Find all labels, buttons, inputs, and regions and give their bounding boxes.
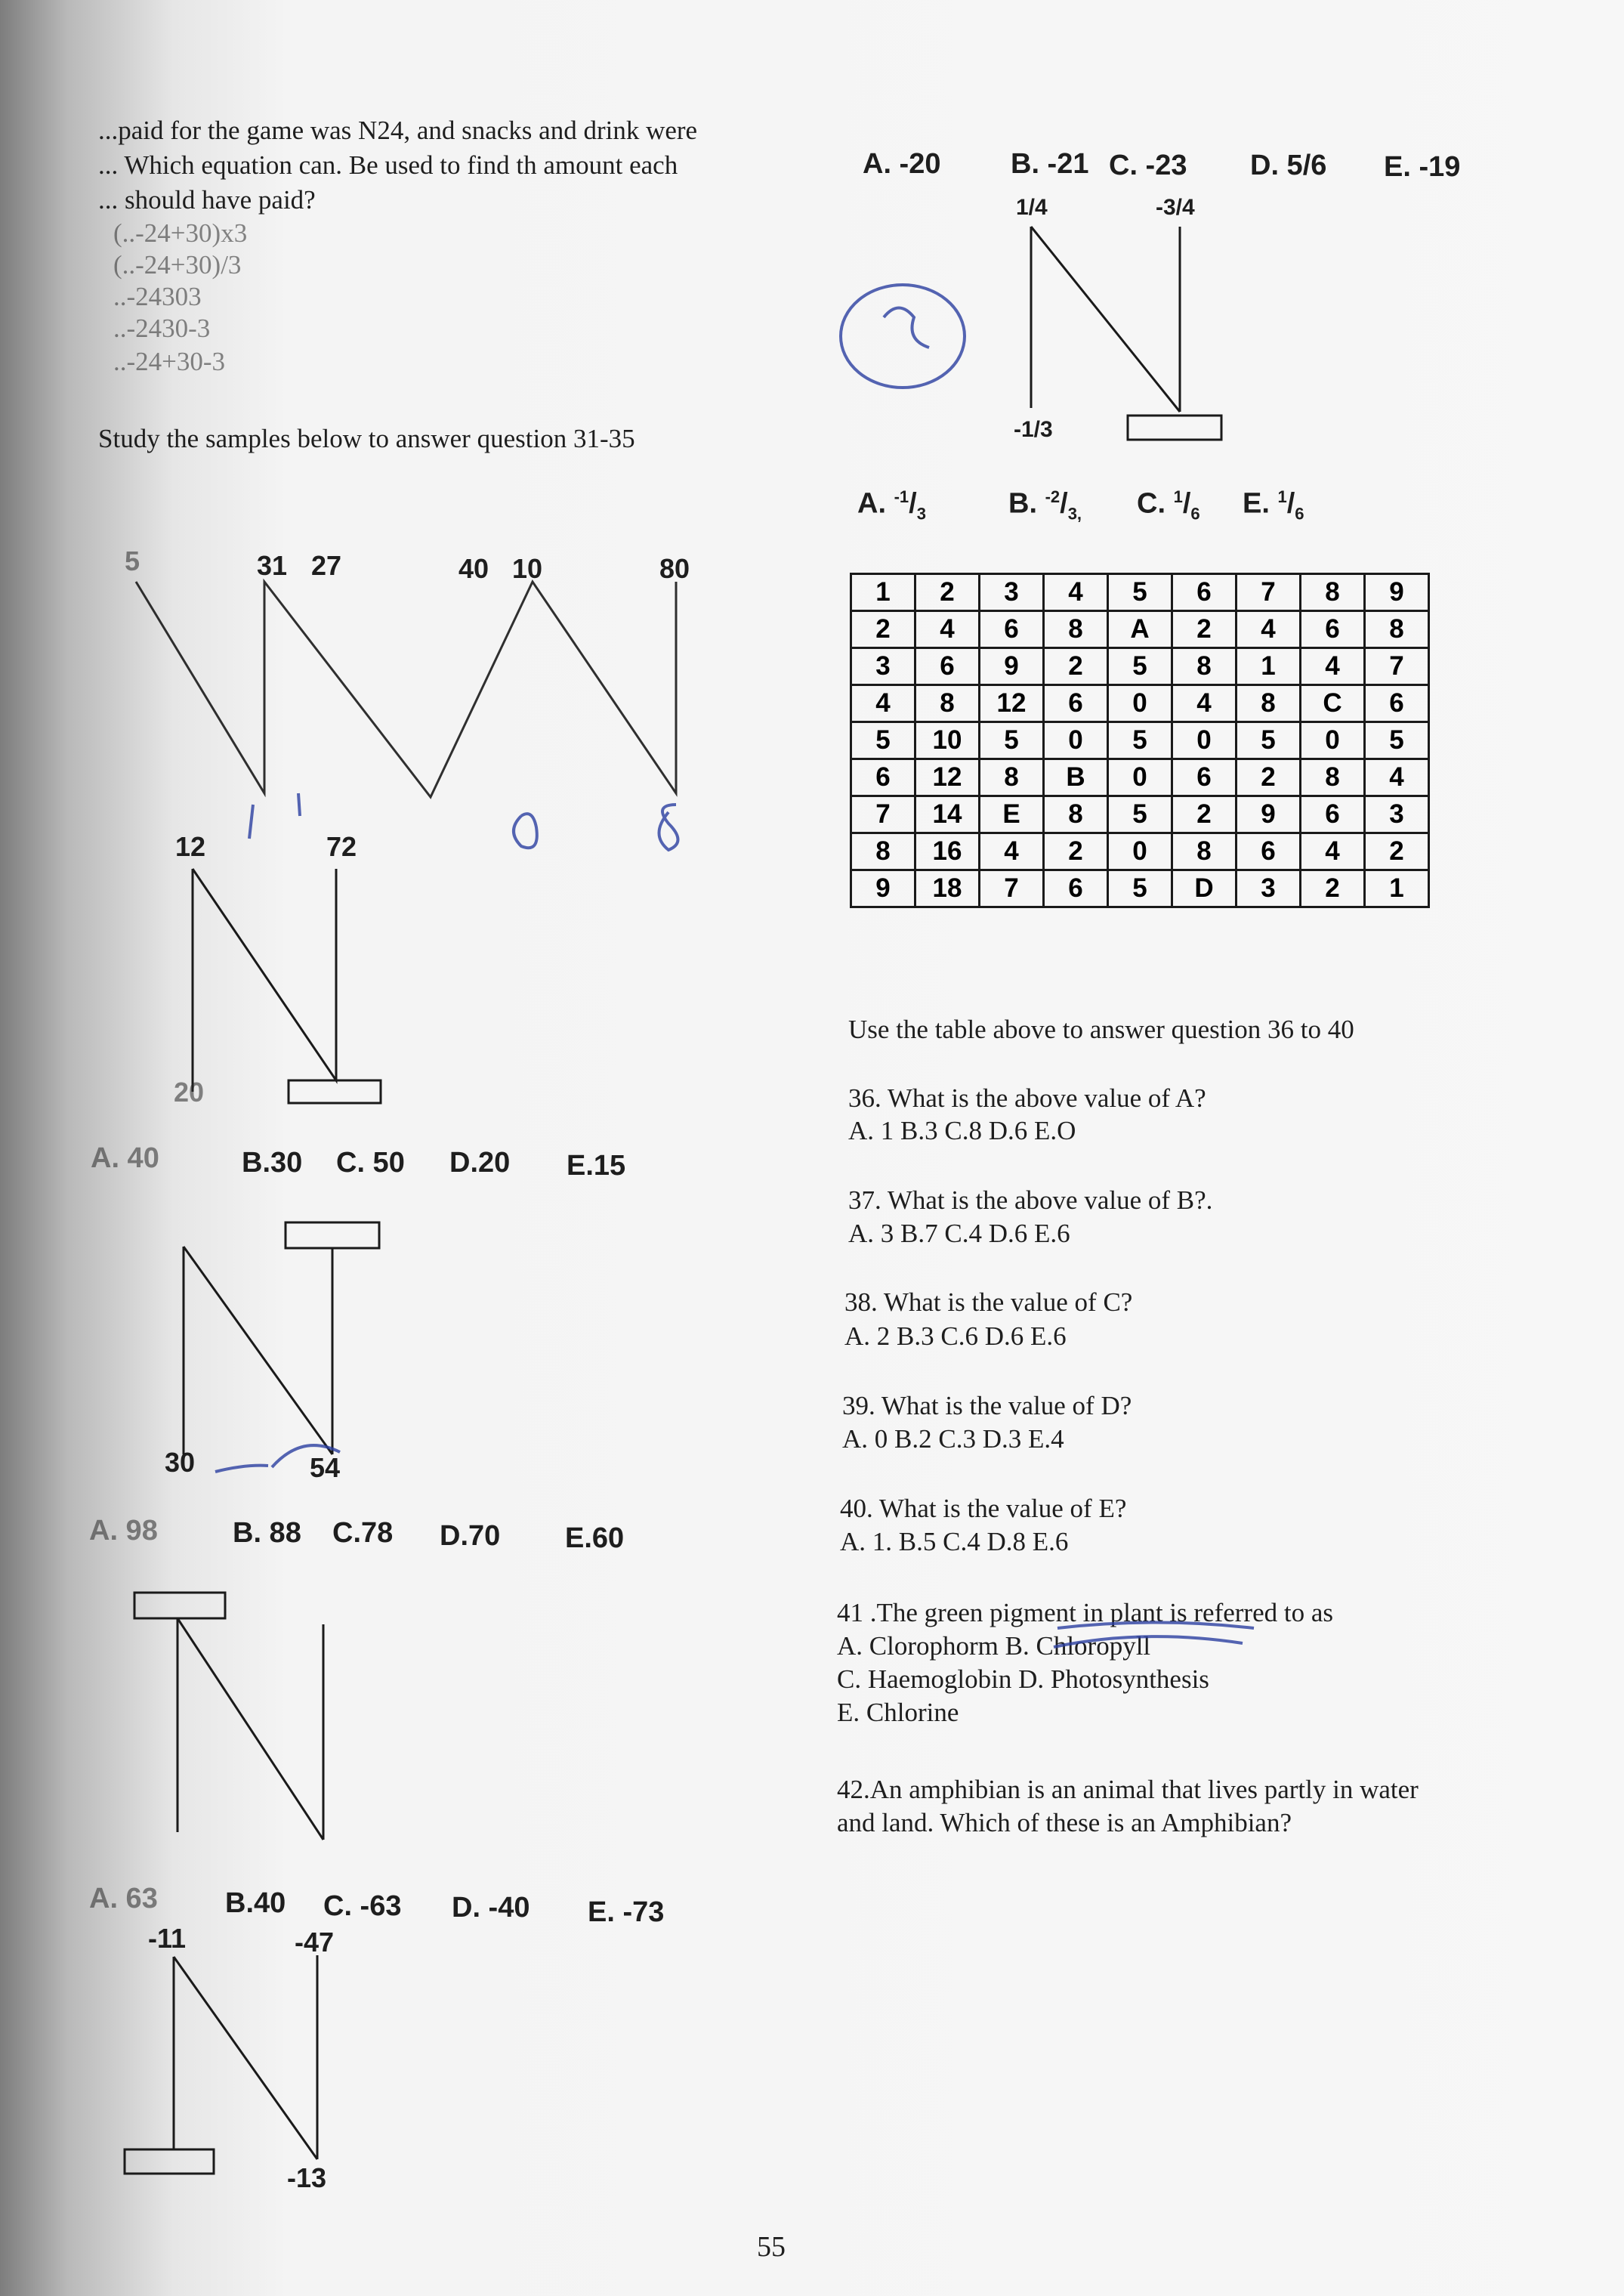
table-cell: 8 <box>1301 574 1365 611</box>
table-cell: 6 <box>915 648 980 685</box>
table-cell: 1 <box>851 574 915 611</box>
table-cell: 2 <box>1365 833 1429 870</box>
table-cell: 8 <box>851 833 915 870</box>
table-cell: 14 <box>915 796 980 833</box>
table-cell: 12 <box>980 685 1044 722</box>
table-cell: 4 <box>980 833 1044 870</box>
q33-opt-d: D. -40 <box>452 1892 530 1924</box>
q32-opt-e: E.60 <box>565 1522 625 1554</box>
d3-label-30: 30 <box>165 1447 196 1478</box>
q33-opt-b: B.40 <box>225 1887 286 1919</box>
table-cell: E <box>980 796 1044 833</box>
table-cell: 6 <box>980 611 1044 648</box>
q35-opt-b-num: -2 <box>1045 487 1061 506</box>
q40-text: 40. What is the value of E? <box>840 1494 1127 1523</box>
d1-label-10: 10 <box>512 553 543 584</box>
table-cell: 9 <box>1365 574 1429 611</box>
table-cell: 4 <box>1365 759 1429 796</box>
table-cell: C <box>1301 685 1365 722</box>
table-cell: 10 <box>915 722 980 759</box>
table-cell: 4 <box>915 611 980 648</box>
table-cell: 8 <box>1365 611 1429 648</box>
table-cell: 2 <box>1044 833 1108 870</box>
q32-opt-d: D.70 <box>440 1520 501 1552</box>
d1-label-80: 80 <box>659 553 690 584</box>
table-cell: 3 <box>851 648 915 685</box>
use-table-instruction: Use the table above to answer question 36 to 40 <box>848 1015 1354 1044</box>
q42-line-2: and land. Which of these is an Amphibian? <box>837 1808 1292 1837</box>
table-cell: 6 <box>1365 685 1429 722</box>
q31-opt-a: A. 40 <box>91 1142 159 1174</box>
table-cell: 1 <box>1237 648 1301 685</box>
table-cell: 6 <box>1172 759 1237 796</box>
q42-line-1: 42.An amphibian is an animal that lives partly in water <box>837 1775 1419 1804</box>
q41-line-3: E. Chlorine <box>837 1698 959 1727</box>
table-cell: 8 <box>915 685 980 722</box>
d3-label-54: 54 <box>310 1452 341 1483</box>
table-cell: 7 <box>1237 574 1301 611</box>
q31-opt-b: B.30 <box>242 1147 303 1179</box>
table-cell: 8 <box>980 759 1044 796</box>
table-cell: 5 <box>1108 796 1172 833</box>
table-cell: 6 <box>1237 833 1301 870</box>
table-cell: 12 <box>915 759 980 796</box>
table-cell: 16 <box>915 833 980 870</box>
q36-text: 36. What is the above value of A? <box>848 1083 1206 1113</box>
q35-opt-c-den: 6 <box>1190 504 1200 524</box>
q41-text: 41 .The green pigment in plant is referred to as <box>837 1598 1334 1627</box>
table-cell: 4 <box>851 685 915 722</box>
q33-opt-c: C. -63 <box>323 1890 402 1922</box>
d1-label-40: 40 <box>458 553 489 584</box>
option-b: (..-24+30)/3 <box>113 250 242 280</box>
q32-opt-a: A. 98 <box>89 1515 158 1547</box>
table-cell: 4 <box>1301 833 1365 870</box>
table-cell: 0 <box>1044 722 1108 759</box>
pen-ones <box>249 793 300 839</box>
d1-label-31: 31 <box>257 550 288 581</box>
table-cell: 2 <box>1237 759 1301 796</box>
q38-text: 38. What is the value of C? <box>844 1287 1133 1317</box>
d5-label-neg47: -47 <box>295 1927 335 1958</box>
d1-label-27: 27 <box>311 550 342 581</box>
table-cell: 8 <box>1044 611 1108 648</box>
table-cell: 4 <box>1301 648 1365 685</box>
d5-label-neg11: -11 <box>148 1923 187 1954</box>
q39-options: A. 0 B.2 C.3 D.3 E.4 <box>842 1424 1064 1454</box>
table-cell: 7 <box>980 870 1044 907</box>
table-cell: 6 <box>1301 611 1365 648</box>
q31-opt-d: D.20 <box>449 1147 511 1179</box>
table-cell: A <box>1108 611 1172 648</box>
table-cell: 5 <box>1108 574 1172 611</box>
pen-arc <box>272 1445 340 1467</box>
page-number: 55 <box>757 2231 786 2263</box>
table-cell: 8 <box>1172 648 1237 685</box>
table-cell: 8 <box>1172 833 1237 870</box>
table-cell: 2 <box>1301 870 1365 907</box>
table-cell: 5 <box>1108 870 1172 907</box>
d6-label-bottom: -1/3 <box>1014 417 1053 442</box>
pen-dash <box>215 1466 268 1472</box>
q34-opt-d: D. 5/6 <box>1250 150 1327 181</box>
d2-label-72: 72 <box>326 831 357 862</box>
pen-zero <box>514 814 537 848</box>
table-cell: 2 <box>1172 611 1237 648</box>
q35-opt-a-num: -1 <box>894 487 909 506</box>
table-cell: 0 <box>1108 685 1172 722</box>
pen-eight <box>659 805 678 850</box>
table-cell: 8 <box>1044 796 1108 833</box>
q35-opt-b-den: 3, <box>1067 504 1082 524</box>
table-cell: 9 <box>980 648 1044 685</box>
d1-label-5: 5 <box>125 545 140 576</box>
table-cell: 2 <box>851 611 915 648</box>
table-cell: 0 <box>1108 759 1172 796</box>
table-cell: 9 <box>851 870 915 907</box>
table-cell: D <box>1172 870 1237 907</box>
q35-opt-e-den: 6 <box>1295 504 1304 524</box>
table-cell: 6 <box>1044 685 1108 722</box>
intro-line-3: ... should have paid? <box>98 185 316 215</box>
q35-opt-c: C. $^1/_6$ <box>1137 487 1200 524</box>
study-instruction: Study the samples below to answer question 31-35 <box>98 424 635 453</box>
table-cell: 6 <box>1044 870 1108 907</box>
q32-opt-c: C.78 <box>332 1517 394 1549</box>
table-cell: 18 <box>915 870 980 907</box>
table-cell: 2 <box>1044 648 1108 685</box>
q38-options: A. 2 B.3 C.6 D.6 E.6 <box>844 1321 1067 1351</box>
table-cell: 6 <box>851 759 915 796</box>
table-cell: 0 <box>1108 833 1172 870</box>
d2-label-20: 20 <box>174 1077 205 1108</box>
table-cell: 6 <box>1301 796 1365 833</box>
option-c: ..-24303 <box>113 282 202 311</box>
option-d: ..-2430-3 <box>113 314 211 343</box>
table-cell: 3 <box>1365 796 1429 833</box>
table-cell: 3 <box>1237 870 1301 907</box>
d5-label-neg13: -13 <box>287 2162 327 2193</box>
q37-options: A. 3 B.7 C.4 D.6 E.6 <box>848 1219 1070 1248</box>
table-cell: 4 <box>1044 574 1108 611</box>
q31-opt-e: E.15 <box>567 1150 626 1182</box>
q41-line-1: A. Clorophorm B. Chloropyll <box>837 1631 1151 1661</box>
q35-opt-a: A. $^{-1}/_3$ <box>857 487 926 524</box>
table-cell: 5 <box>1365 722 1429 759</box>
q32-opt-b: B. 88 <box>233 1517 301 1549</box>
table-cell: 5 <box>1108 648 1172 685</box>
q35-opt-e: E. $^1/_6$ <box>1243 487 1304 524</box>
q35-opt-b-letter: B. <box>1008 487 1037 520</box>
q37-text: 37. What is the above value of B?. <box>848 1185 1213 1215</box>
table-cell: 5 <box>851 722 915 759</box>
q34-opt-a: A. -20 <box>863 148 941 180</box>
table-cell: 5 <box>1108 722 1172 759</box>
q34-opt-c: C. -23 <box>1109 150 1187 181</box>
table-cell: 9 <box>1237 796 1301 833</box>
q35-opt-a-den: 3 <box>916 504 926 524</box>
q31-opt-c: C. 50 <box>336 1147 405 1179</box>
q40-options: A. 1. B.5 C.4 D.8 E.6 <box>840 1527 1069 1556</box>
q34-opt-b: B. -21 <box>1011 148 1089 180</box>
intro-line-1: ...paid for the game was N24, and snacks and drink were <box>98 116 698 145</box>
table-cell: 1 <box>1365 870 1429 907</box>
d6-label-top-left: 1/4 <box>1016 195 1048 220</box>
q34-opt-e: E. -19 <box>1384 151 1461 183</box>
q35-opt-e-num: 1 <box>1277 487 1287 506</box>
table-cell: 2 <box>915 574 980 611</box>
d6-label-top-right: -3/4 <box>1156 195 1195 220</box>
pen-circle-scribble <box>841 285 965 388</box>
table-cell: 2 <box>1172 796 1237 833</box>
q35-opt-b: B. $^{-2}/_{3,}$ <box>1008 487 1082 524</box>
q39-text: 39. What is the value of D? <box>842 1391 1132 1420</box>
table-cell: 7 <box>1365 648 1429 685</box>
table-cell: 5 <box>1237 722 1301 759</box>
table-cell: 0 <box>1172 722 1237 759</box>
table-cell: 8 <box>1301 759 1365 796</box>
table-cell: 8 <box>1237 685 1301 722</box>
table-cell: B <box>1044 759 1108 796</box>
d2-label-12: 12 <box>175 831 206 862</box>
pen-scribble <box>884 308 929 348</box>
table-cell: 6 <box>1172 574 1237 611</box>
pen-overline <box>1057 1623 1254 1629</box>
table-cell: 7 <box>851 796 915 833</box>
option-a: (..-24+30)x3 <box>113 218 248 248</box>
q33-opt-a: A. 63 <box>89 1883 158 1914</box>
q41-line-2: C. Haemoglobin D. Photosynthesis <box>837 1664 1209 1694</box>
q35-opt-a-letter: A. <box>857 487 886 520</box>
q35-opt-e-letter: E. <box>1243 487 1270 520</box>
q33-opt-e: E. -73 <box>588 1896 665 1928</box>
table-cell: 0 <box>1301 722 1365 759</box>
table-cell: 4 <box>1172 685 1237 722</box>
q35-opt-c-letter: C. <box>1137 487 1166 520</box>
intro-line-2: ... Which equation can. Be used to find th amount each <box>98 150 678 180</box>
q36-options: A. 1 B.3 C.8 D.6 E.O <box>848 1116 1076 1145</box>
table-cell: 5 <box>980 722 1044 759</box>
option-e: ..-24+30-3 <box>113 347 226 376</box>
pen-underline <box>1054 1636 1243 1647</box>
table-cell: 4 <box>1237 611 1301 648</box>
table-cell: 3 <box>980 574 1044 611</box>
q35-opt-c-num: 1 <box>1173 487 1183 506</box>
